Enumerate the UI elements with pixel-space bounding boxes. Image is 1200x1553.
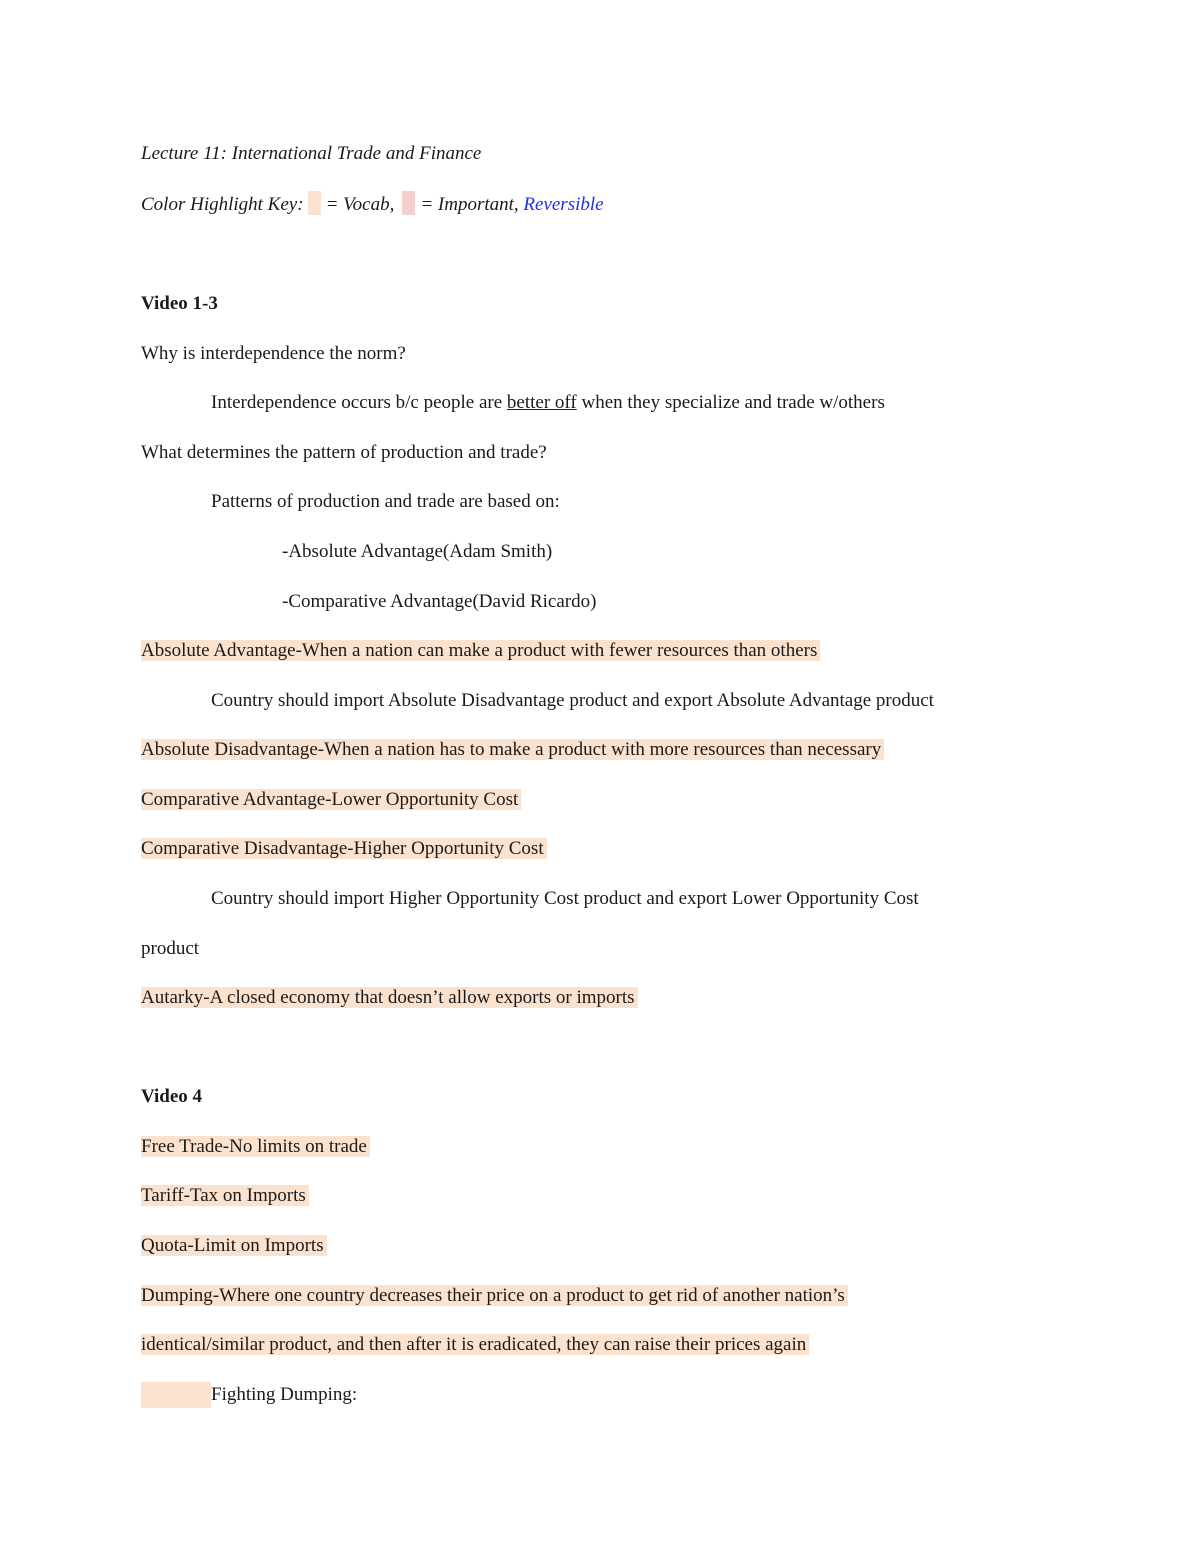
vocab-autarky [141, 985, 638, 1011]
indent-highlight [141, 1382, 211, 1408]
vocab-comparative-advantage-text: Comparative Advantage-Lower Opportunity Cost [141, 789, 521, 810]
note-absolute: Country should import Absolute Disadvantage product and export Absolute Advantage product [211, 690, 934, 711]
vocab-quota-text: Quota-Limit on Imports [141, 1235, 327, 1256]
fighting-dumping: Fighting Dumping: [211, 1384, 358, 1405]
vocab-absolute-disadvantage [141, 737, 884, 763]
vocab-free-trade [141, 1134, 370, 1160]
list-item-absolute-advantage: -Absolute Advantage(Adam Smith) [282, 541, 553, 562]
answer-pattern: Patterns of production and trade are based on: [211, 491, 560, 512]
vocab-absolute-advantage-text: Absolute Advantage-When a nation can make a product with fewer resources than others [141, 640, 820, 661]
vocab-comparative-disadvantage [141, 836, 547, 862]
vocab-swatch [308, 191, 321, 215]
vocab-tariff-text: Tariff-Tax on Imports [141, 1185, 309, 1206]
vocab-comparative-disadvantage-text: Comparative Disadvantage-Higher Opportunity Cost [141, 838, 547, 859]
vocab-absolute-advantage [141, 638, 820, 664]
note-comparative-line2: product [141, 938, 200, 959]
color-key-label: Color Highlight Key: [141, 194, 304, 215]
reversible-key-label: Reversible [523, 194, 604, 215]
list-item-comparative-advantage: -Comparative Advantage(David Ricardo) [282, 591, 597, 612]
vocab-comparative-advantage [141, 787, 521, 813]
lecture-title: Lecture 11: International Trade and Finance [141, 143, 482, 164]
vocab-absolute-disadvantage-text: Absolute Disadvantage-When a nation has to make a product with more resources than necessary [141, 739, 884, 760]
vocab-autarky-text: Autarky-A closed economy that doesn’t allow exports or imports [141, 987, 638, 1008]
important-swatch [402, 191, 415, 215]
color-key [141, 191, 604, 218]
vocab-dumping-line2-text: identical/similar product, and then after it is eradicated, they can raise their prices again [141, 1334, 809, 1355]
vocab-dumping-line2 [141, 1332, 809, 1358]
vocab-dumping-line1 [141, 1283, 848, 1309]
better-off-underlined: better off [506, 392, 577, 413]
answer-interdependence-part2: when they specialize and trade w/others [576, 392, 885, 413]
vocab-tariff [141, 1183, 309, 1209]
vocab-free-trade-text: Free Trade-No limits on trade [141, 1136, 370, 1157]
vocab-quota [141, 1233, 327, 1259]
important-key-label: = Important, [420, 194, 519, 215]
vocab-key-label: = Vocab, [325, 194, 395, 215]
section-heading-video-4: Video 4 [141, 1086, 203, 1107]
question-interdependence: Why is interdependence the norm? [141, 343, 406, 364]
section-heading-video-1-3: Video 1-3 [141, 293, 218, 314]
answer-interdependence [211, 390, 885, 416]
answer-interdependence-part1: Interdependence occurs b/c people are [211, 392, 507, 413]
vocab-dumping-line1-text: Dumping-Where one country decreases their price on a product to get rid of another nation’s [141, 1285, 848, 1306]
note-comparative-line1: Country should import Higher Opportunity Cost product and export Lower Opportunity Cost [211, 888, 919, 909]
question-pattern: What determines the pattern of production and trade? [141, 442, 547, 463]
